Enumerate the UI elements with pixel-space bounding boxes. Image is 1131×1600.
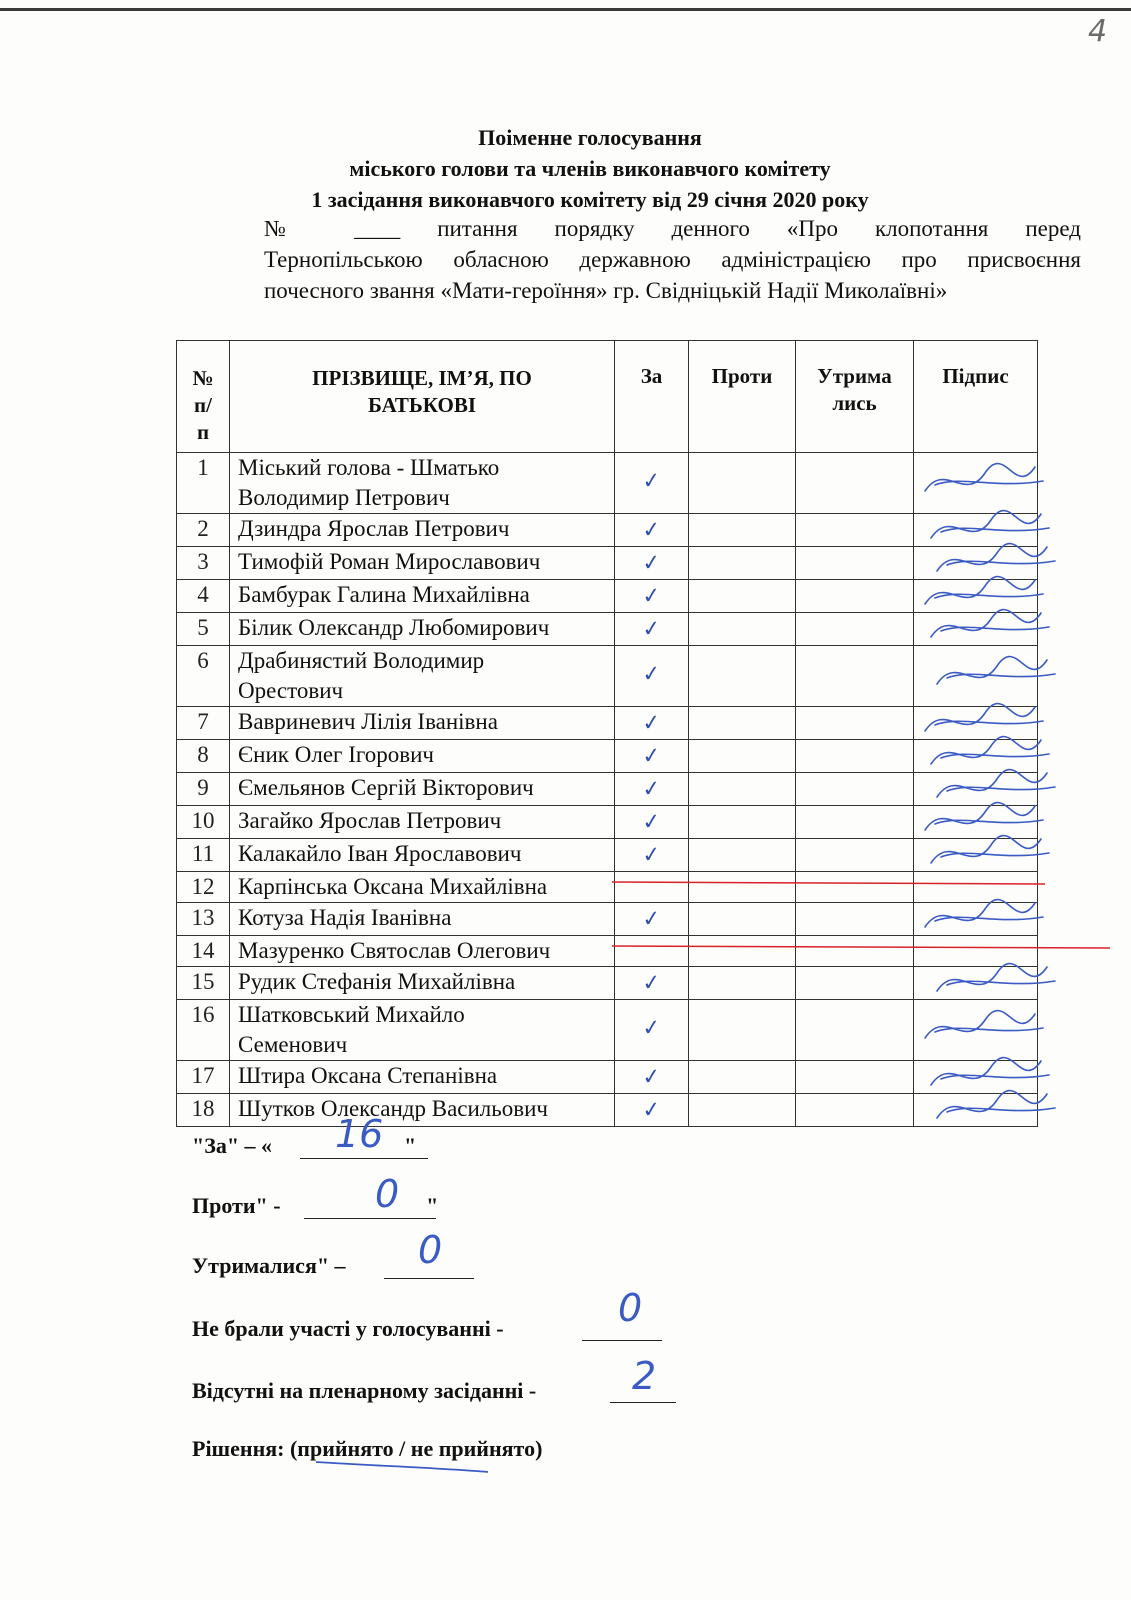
vote-utrym-cell (796, 1000, 914, 1061)
utrym-label: Утрималися" – (192, 1253, 346, 1278)
checkmark-icon: ✓ (640, 809, 662, 836)
member-name-line: Ємельянов Сергій Вікторович (238, 775, 534, 800)
checkmark-icon: ✓ (640, 517, 662, 544)
member-name-line: Карпінська Оксана Михайлівна (238, 874, 548, 899)
member-name-line: Бамбурак Галина Михайлівна (238, 582, 530, 607)
member-name (230, 453, 615, 514)
signature-cell (914, 453, 1038, 514)
member-name-line: Шатковський Михайло (238, 1002, 465, 1027)
decision: Рішення: (прийнято / не прийнято) (192, 1436, 543, 1461)
vote-za-cell (615, 646, 689, 707)
signature-cell (914, 967, 1038, 1000)
member-name (230, 1061, 615, 1094)
row-number: 6 (177, 646, 230, 707)
checkmark-icon: ✓ (640, 970, 662, 997)
utrym-underline (384, 1278, 474, 1279)
vote-proty-cell (689, 580, 796, 613)
member-name-line: Котуза Надія Іванівна (238, 905, 452, 930)
row-number: 12 (177, 872, 230, 903)
row-number: 17 (177, 1061, 230, 1094)
member-name-line: Міський голова - Шматько (238, 455, 500, 480)
za-label: "За" – « (192, 1133, 273, 1158)
vote-za-cell (615, 740, 689, 773)
signature-cell (914, 1000, 1038, 1061)
table-row (177, 1094, 1038, 1127)
title-line-3: 1 засідання виконавчого комітету від 29 січня 2020 року (311, 187, 869, 212)
vote-utrym-cell (796, 613, 914, 646)
table-row (177, 1000, 1038, 1061)
member-name (230, 806, 615, 839)
vote-za-cell (615, 936, 689, 967)
member-name-line: Тимофій Роман Мирославович (238, 549, 541, 574)
signature-cell (914, 1094, 1038, 1127)
member-name (230, 547, 615, 580)
vote-za-cell (615, 1061, 689, 1094)
vote-proty-cell (689, 613, 796, 646)
row-number: 4 (177, 580, 230, 613)
row-number: 13 (177, 903, 230, 936)
vote-utrym-cell (796, 646, 914, 707)
member-name (230, 1094, 615, 1127)
signature-cell (914, 839, 1038, 872)
vote-utrym-cell (796, 1094, 914, 1127)
utrym-value: 0 (418, 1228, 443, 1272)
member-name (230, 839, 615, 872)
proty-value: 0 (375, 1172, 400, 1216)
table-row (177, 613, 1038, 646)
vote-utrym-cell (796, 514, 914, 547)
question-line-1: № ____ питання порядку денного «Про клопотання перед (264, 216, 1081, 241)
row-number: 9 (177, 773, 230, 806)
row-number: 14 (177, 936, 230, 967)
vote-proty-cell (689, 740, 796, 773)
member-name (230, 773, 615, 806)
vote-utrym-cell (796, 1061, 914, 1094)
title-line-2: міського голови та членів виконавчого комітету (349, 156, 831, 181)
member-name (230, 967, 615, 1000)
question-line-3: почесного звання «Мати-героїння» гр. Свідніцькій Надії Миколаївні» (264, 278, 948, 303)
checkmark-icon: ✓ (640, 1097, 662, 1124)
table-row (177, 936, 1038, 967)
vidsutni-underline (610, 1402, 676, 1403)
member-name-line: Шутков Олександр Васильович (238, 1096, 548, 1121)
vote-proty-cell (689, 1094, 796, 1127)
member-name-line: Драбинястий Володимир (238, 648, 485, 673)
checkmark-icon: ✓ (640, 550, 662, 577)
member-name (230, 903, 615, 936)
checkmark-icon: ✓ (640, 1015, 662, 1042)
vote-proty-cell (689, 839, 796, 872)
vote-za-cell (615, 1094, 689, 1127)
table-row (177, 646, 1038, 707)
totals-ne-braly (192, 1316, 504, 1342)
member-name-line: Єник Олег Ігорович (238, 742, 434, 767)
signature-cell (914, 547, 1038, 580)
vote-utrym-cell (796, 872, 914, 903)
vote-proty-cell (689, 707, 796, 740)
vote-za-cell (615, 613, 689, 646)
member-name (230, 613, 615, 646)
row-number: 5 (177, 613, 230, 646)
vote-proty-cell (689, 773, 796, 806)
vote-za-cell (615, 872, 689, 903)
za-value: 16 (335, 1112, 384, 1156)
vote-utrym-cell (796, 547, 914, 580)
signature-cell (914, 872, 1038, 903)
vote-za-cell (615, 967, 689, 1000)
signature-cell (914, 806, 1038, 839)
vote-proty-cell (689, 514, 796, 547)
vote-proty-cell (689, 1000, 796, 1061)
checkmark-icon: ✓ (640, 906, 662, 933)
table-row (177, 547, 1038, 580)
ne-braly-underline (582, 1340, 662, 1341)
row-number: 7 (177, 707, 230, 740)
decision-underline (316, 1462, 488, 1472)
signature-cell (914, 773, 1038, 806)
checkmark-icon: ✓ (640, 1064, 662, 1091)
row-number: 18 (177, 1094, 230, 1127)
vote-za-cell (615, 547, 689, 580)
row-number: 15 (177, 967, 230, 1000)
vote-utrym-cell (796, 453, 914, 514)
member-name (230, 740, 615, 773)
signature-cell (914, 514, 1038, 547)
vote-utrym-cell (796, 967, 914, 1000)
member-name (230, 646, 615, 707)
signature-cell (914, 936, 1038, 967)
member-name (230, 514, 615, 547)
vote-proty-cell (689, 547, 796, 580)
table-row (177, 514, 1038, 547)
row-number: 11 (177, 839, 230, 872)
vote-proty-cell (689, 936, 796, 967)
ne-braly-label: Не брали участі у голосуванні - (192, 1316, 504, 1341)
vote-za-cell (615, 453, 689, 514)
table-row (177, 740, 1038, 773)
table-row (177, 773, 1038, 806)
row-number: 1 (177, 453, 230, 514)
member-name-line: Загайко Ярослав Петрович (238, 808, 502, 833)
vidsutni-value: 2 (632, 1354, 657, 1398)
row-number: 8 (177, 740, 230, 773)
signature-cell (914, 1061, 1038, 1094)
agenda-question (264, 213, 1081, 306)
vote-za-cell (615, 707, 689, 740)
row-number: 10 (177, 806, 230, 839)
vote-proty-cell (689, 903, 796, 936)
table-header-row (177, 341, 1038, 453)
vote-utrym-cell (796, 903, 914, 936)
checkmark-icon: ✓ (640, 468, 662, 495)
row-number: 2 (177, 514, 230, 547)
vote-proty-cell (689, 806, 796, 839)
vote-utrym-cell (796, 936, 914, 967)
vote-za-cell (615, 514, 689, 547)
member-name (230, 580, 615, 613)
member-name-line: Вавриневич Лілія Іванівна (238, 709, 498, 734)
title-line-1: Поіменне голосування (478, 125, 702, 150)
member-name (230, 936, 615, 967)
vote-proty-cell (689, 646, 796, 707)
member-name-line: Рудик Стефанія Михайлівна (238, 969, 516, 994)
vote-utrym-cell (796, 839, 914, 872)
vote-za-cell (615, 773, 689, 806)
table-row (177, 453, 1038, 514)
table-row (177, 707, 1038, 740)
za-close: " (404, 1133, 417, 1158)
member-name-line: Орестович (238, 678, 344, 703)
checkmark-icon: ✓ (640, 743, 662, 770)
table-row (177, 839, 1038, 872)
signature-cell (914, 903, 1038, 936)
header-proty: Проти (689, 341, 796, 453)
vote-proty-cell (689, 872, 796, 903)
vote-utrym-cell (796, 740, 914, 773)
signature-cell (914, 580, 1038, 613)
member-name-line: Мазуренко Святослав Олегович (238, 938, 551, 963)
vote-proty-cell (689, 967, 796, 1000)
member-name-line: Білик Олександр Любомирович (238, 615, 550, 640)
signature-cell (914, 613, 1038, 646)
totals-proty (192, 1193, 438, 1219)
member-name-line: Семенович (238, 1032, 348, 1057)
question-line-2: Тернопільською обласною державною адміністрацією про присвоєння (264, 247, 1081, 272)
vote-za-cell (615, 839, 689, 872)
vote-za-cell (615, 903, 689, 936)
vote-za-cell (615, 806, 689, 839)
totals-utrym (192, 1253, 346, 1279)
proty-label: Проти" - (192, 1193, 287, 1218)
checkmark-icon: ✓ (640, 710, 662, 737)
vote-proty-cell (689, 1061, 796, 1094)
signature-cell (914, 646, 1038, 707)
ne-braly-value: 0 (618, 1286, 643, 1330)
vote-utrym-cell (796, 806, 914, 839)
checkmark-icon: ✓ (640, 583, 662, 610)
proty-close: " (426, 1193, 439, 1218)
member-name-line: Калакайло Іван Ярославович (238, 841, 522, 866)
table-body (177, 453, 1038, 1127)
totals-vidsutni (192, 1378, 536, 1404)
header-name: ПРІЗВИЩЕ, ІМ’Я, ПО БАТЬКОВІ (230, 341, 615, 453)
header-utrym: Утрима лись (796, 341, 914, 453)
signature-cell (914, 707, 1038, 740)
header-pidpys: Підпис (914, 341, 1038, 453)
vote-utrym-cell (796, 580, 914, 613)
header-za: За (615, 341, 689, 453)
table-row (177, 872, 1038, 903)
member-name-line: Дзиндра Ярослав Петрович (238, 516, 510, 541)
row-number: 16 (177, 1000, 230, 1061)
vote-za-cell (615, 1000, 689, 1061)
table-row (177, 1061, 1038, 1094)
member-name (230, 1000, 615, 1061)
proty-underline (304, 1218, 436, 1219)
table-row (177, 580, 1038, 613)
checkmark-icon: ✓ (640, 616, 662, 643)
row-number: 3 (177, 547, 230, 580)
member-name-line: Володимир Петрович (238, 485, 450, 510)
signature-cell (914, 740, 1038, 773)
table-row (177, 967, 1038, 1000)
checkmark-icon: ✓ (640, 661, 662, 688)
vidsutni-label: Відсутні на пленарному засіданні - (192, 1378, 537, 1403)
top-rule (0, 8, 1131, 11)
voting-table (176, 340, 1038, 1127)
vote-proty-cell (689, 453, 796, 514)
za-underline (300, 1158, 428, 1159)
vote-za-cell (615, 580, 689, 613)
header-num: № п/ п (177, 341, 230, 453)
vote-utrym-cell (796, 773, 914, 806)
page-number: 4 (1088, 14, 1108, 49)
vote-utrym-cell (796, 707, 914, 740)
checkmark-icon: ✓ (640, 776, 662, 803)
member-name-line: Штира Оксана Степанівна (238, 1063, 498, 1088)
table-row (177, 903, 1038, 936)
checkmark-icon: ✓ (640, 842, 662, 869)
table-row (177, 806, 1038, 839)
member-name (230, 707, 615, 740)
member-name (230, 872, 615, 903)
